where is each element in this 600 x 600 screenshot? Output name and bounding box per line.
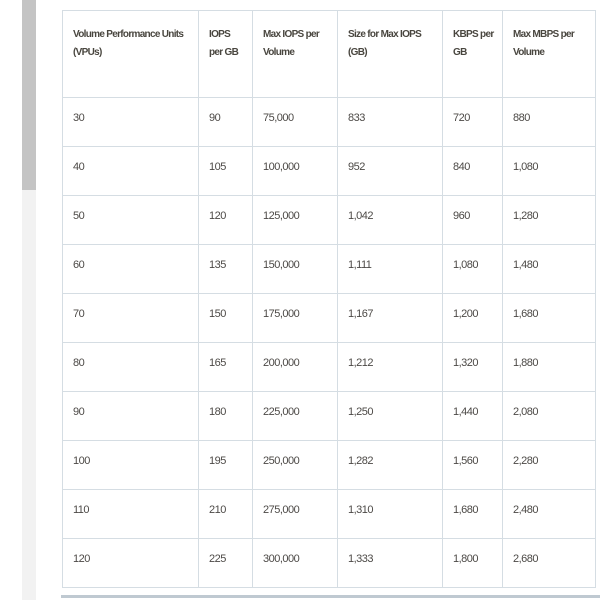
table-cell: 1,680 bbox=[443, 490, 503, 539]
table-cell: 1,212 bbox=[338, 343, 443, 392]
table-cell: 1,200 bbox=[443, 294, 503, 343]
table-cell: 1,320 bbox=[443, 343, 503, 392]
table-row bbox=[63, 539, 596, 588]
table-cell: 180 bbox=[199, 392, 253, 441]
table-cell: 210 bbox=[199, 490, 253, 539]
table-cell: 2,080 bbox=[503, 392, 596, 441]
table-cell: 135 bbox=[199, 245, 253, 294]
table-cell: 200,000 bbox=[253, 343, 338, 392]
volume-performance-table bbox=[62, 10, 596, 588]
table-cell: 150 bbox=[199, 294, 253, 343]
table-cell: 80 bbox=[63, 343, 199, 392]
table-cell: 30 bbox=[63, 98, 199, 147]
table-cell: 1,800 bbox=[443, 539, 503, 588]
table-cell: 100,000 bbox=[253, 147, 338, 196]
table-cell: 110 bbox=[63, 490, 199, 539]
table-cell: 1,333 bbox=[338, 539, 443, 588]
table-cell: 833 bbox=[338, 98, 443, 147]
table-row bbox=[63, 147, 596, 196]
table-cell: 2,280 bbox=[503, 441, 596, 490]
table-cell: 120 bbox=[199, 196, 253, 245]
table-cell: 225,000 bbox=[253, 392, 338, 441]
column-header-max-iops-per-volume: Max IOPS per Volume bbox=[253, 11, 338, 98]
table-cell: 1,250 bbox=[338, 392, 443, 441]
table-row bbox=[63, 343, 596, 392]
table-cell: 150,000 bbox=[253, 245, 338, 294]
table-body bbox=[63, 98, 596, 588]
vertical-scrollbar-thumb[interactable] bbox=[22, 0, 36, 190]
table-cell: 840 bbox=[443, 147, 503, 196]
table-cell: 1,880 bbox=[503, 343, 596, 392]
column-header-iops-per-gb: IOPS per GB bbox=[199, 11, 253, 98]
column-header-max-mbps-per-volume: Max MBPS per Volume bbox=[503, 11, 596, 98]
table-cell: 100 bbox=[63, 441, 199, 490]
table-cell: 70 bbox=[63, 294, 199, 343]
table-row bbox=[63, 98, 596, 147]
table-cell: 1,680 bbox=[503, 294, 596, 343]
table-row bbox=[63, 441, 596, 490]
table-cell: 1,080 bbox=[503, 147, 596, 196]
table-cell: 1,480 bbox=[503, 245, 596, 294]
table-cell: 125,000 bbox=[253, 196, 338, 245]
table-cell: 1,282 bbox=[338, 441, 443, 490]
next-element-top-edge bbox=[61, 595, 600, 598]
table-cell: 75,000 bbox=[253, 98, 338, 147]
table-cell: 60 bbox=[63, 245, 199, 294]
table-row bbox=[63, 294, 596, 343]
table-cell: 2,680 bbox=[503, 539, 596, 588]
table-cell: 960 bbox=[443, 196, 503, 245]
table-cell: 175,000 bbox=[253, 294, 338, 343]
table-row bbox=[63, 392, 596, 441]
table-cell: 1,167 bbox=[338, 294, 443, 343]
table-cell: 1,042 bbox=[338, 196, 443, 245]
table-cell: 90 bbox=[199, 98, 253, 147]
table-header-row bbox=[63, 11, 596, 98]
table-row bbox=[63, 196, 596, 245]
table-row bbox=[63, 490, 596, 539]
table-cell: 1,111 bbox=[338, 245, 443, 294]
table-cell: 1,080 bbox=[443, 245, 503, 294]
table-cell: 120 bbox=[63, 539, 199, 588]
table-cell: 165 bbox=[199, 343, 253, 392]
table-cell: 195 bbox=[199, 441, 253, 490]
table-cell: 275,000 bbox=[253, 490, 338, 539]
table-cell: 952 bbox=[338, 147, 443, 196]
table-cell: 225 bbox=[199, 539, 253, 588]
column-header-vpus: Volume Performance Units (VPUs) bbox=[63, 11, 199, 98]
table-cell: 1,280 bbox=[503, 196, 596, 245]
table-cell: 50 bbox=[63, 196, 199, 245]
table-row bbox=[63, 245, 596, 294]
table-cell: 300,000 bbox=[253, 539, 338, 588]
table-cell: 2,480 bbox=[503, 490, 596, 539]
table-cell: 720 bbox=[443, 98, 503, 147]
table-cell: 40 bbox=[63, 147, 199, 196]
table-cell: 1,440 bbox=[443, 392, 503, 441]
table-cell: 90 bbox=[63, 392, 199, 441]
table-cell: 105 bbox=[199, 147, 253, 196]
column-header-size-for-max-iops: Size for Max IOPS (GB) bbox=[338, 11, 443, 98]
table-cell: 1,310 bbox=[338, 490, 443, 539]
table-cell: 1,560 bbox=[443, 441, 503, 490]
vertical-scrollbar-track[interactable] bbox=[22, 0, 36, 600]
column-header-kbps-per-gb: KBPS per GB bbox=[443, 11, 503, 98]
table-cell: 880 bbox=[503, 98, 596, 147]
table-cell: 250,000 bbox=[253, 441, 338, 490]
table-container bbox=[62, 10, 596, 588]
